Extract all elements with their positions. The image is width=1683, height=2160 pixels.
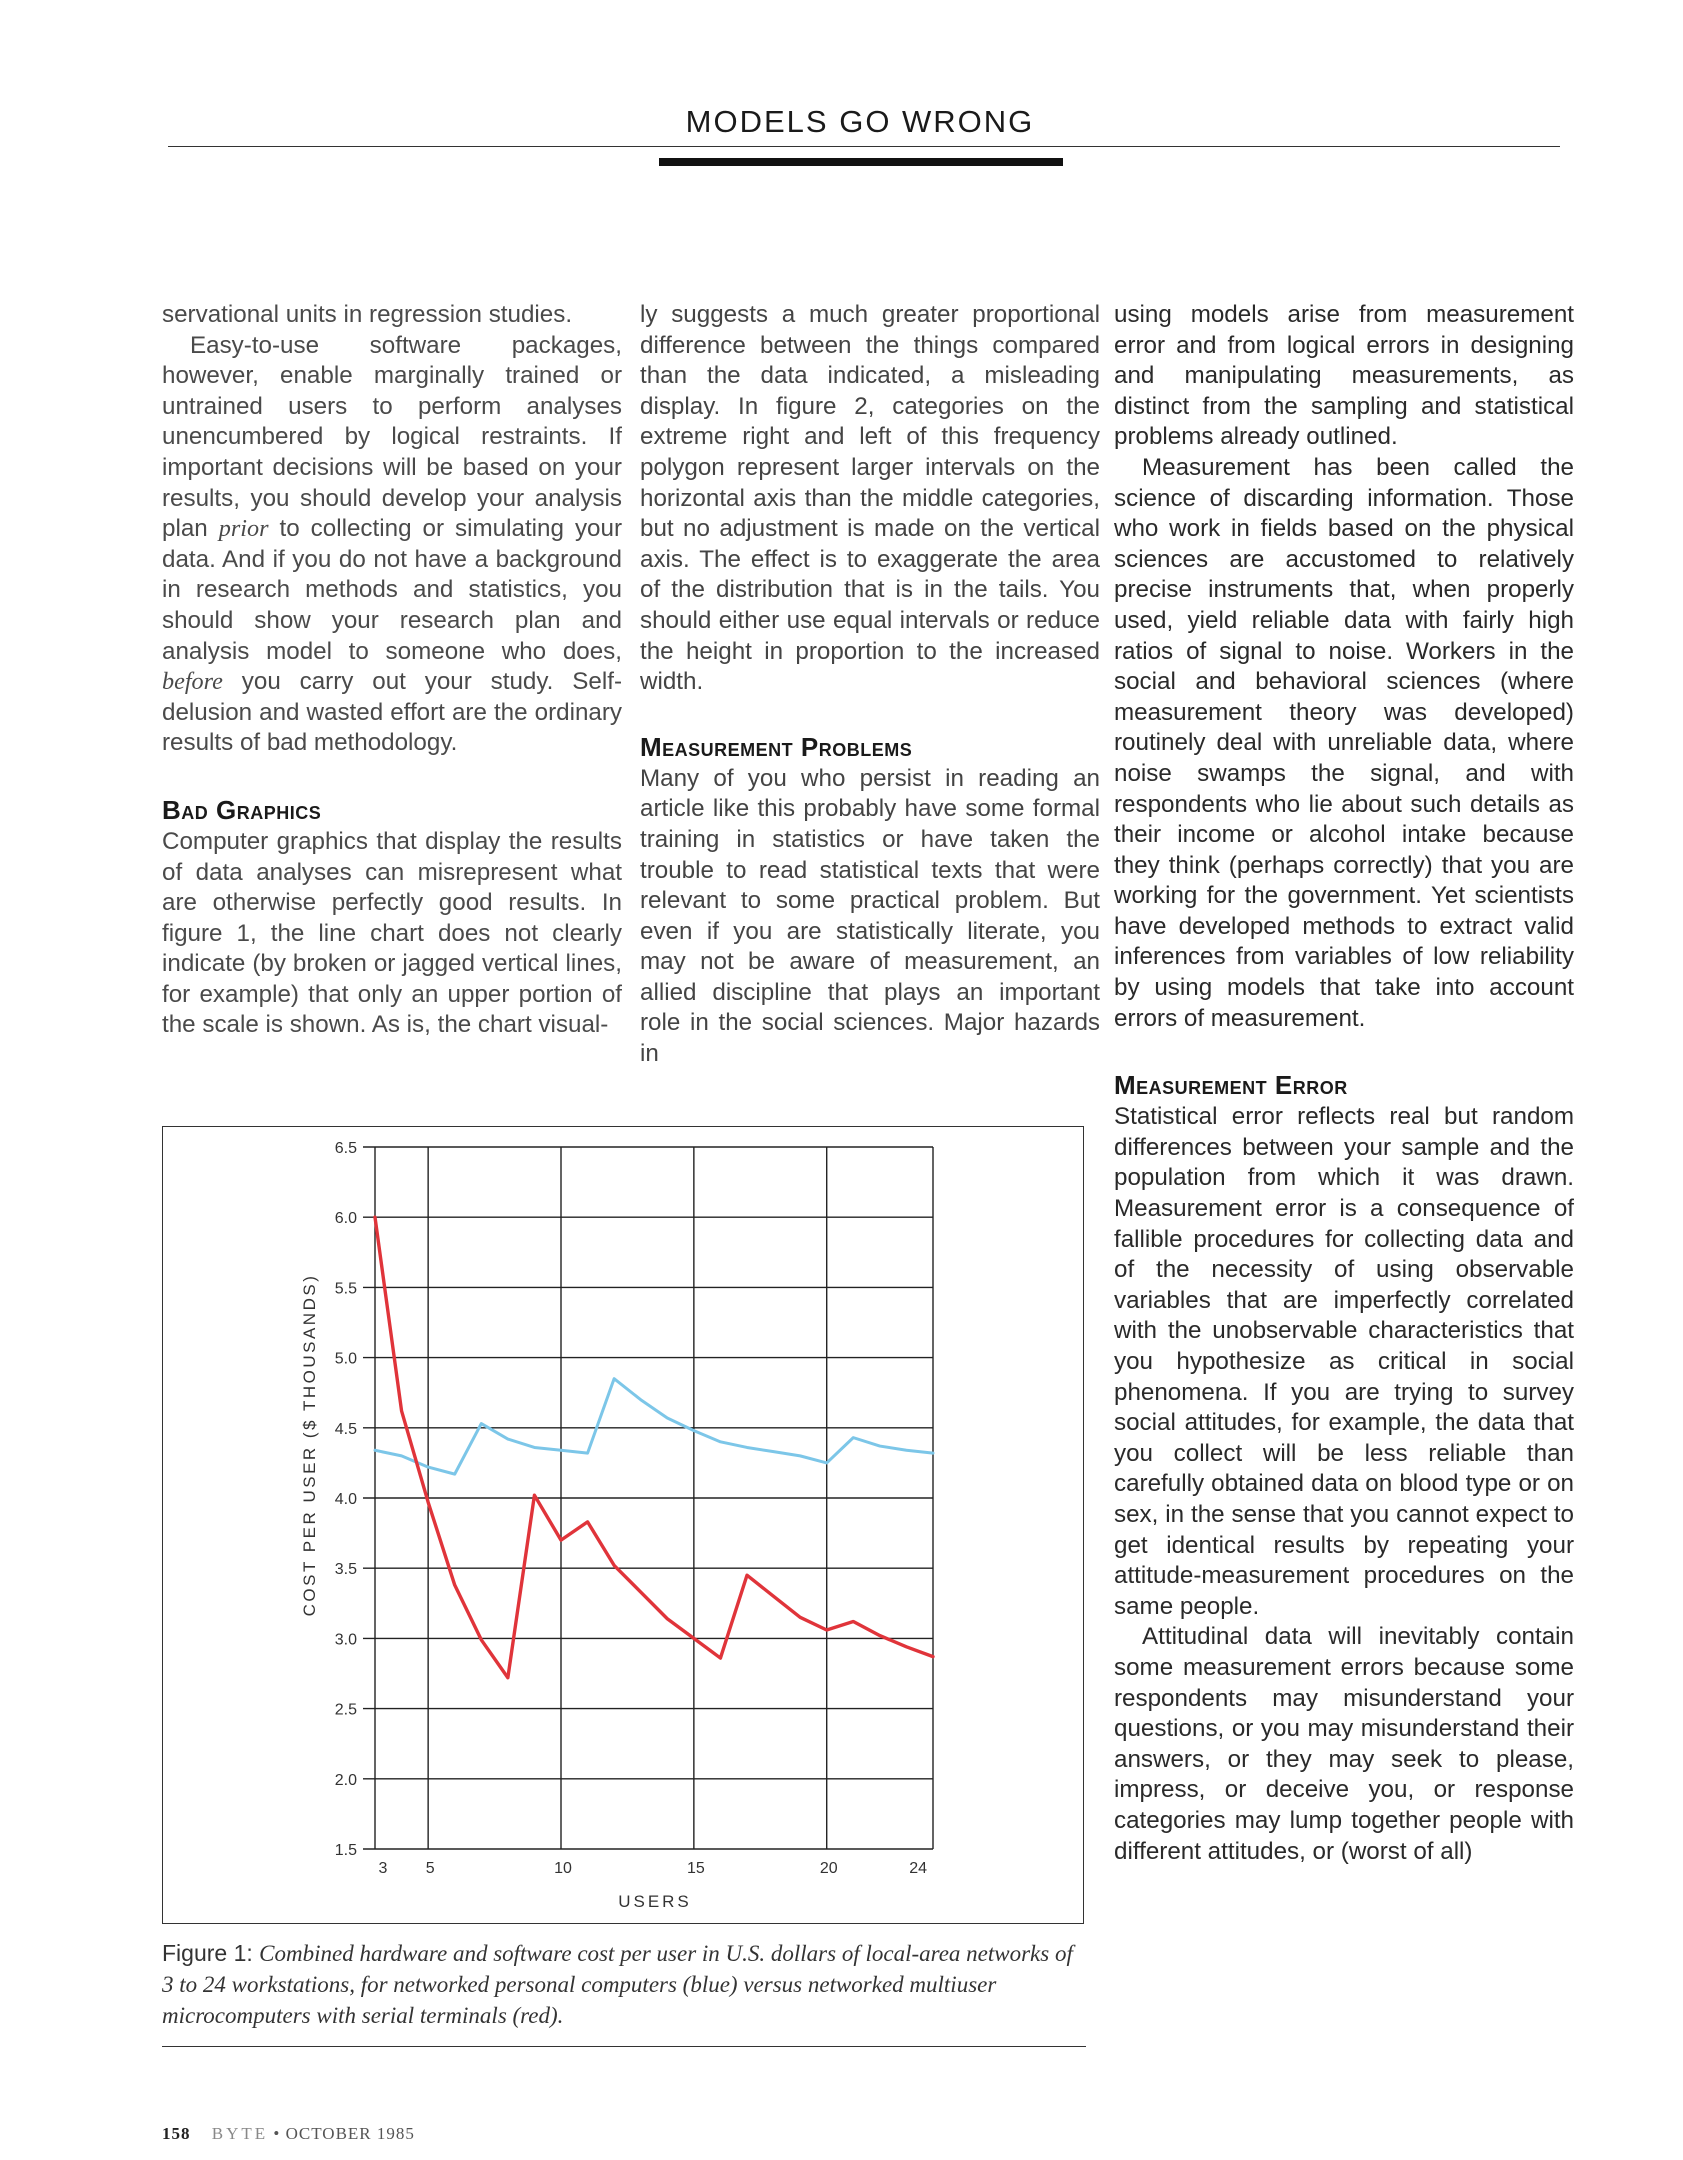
heading-bad-graphics: Bad Graphics [162, 794, 322, 825]
col1-p2-text-a: Easy-to-use software packages, however, enable marginally trained or untrained users to perform analyses unencumbered by logical restraints. If important decisions will be based on your results, you should develop your analysis plan [162, 331, 622, 543]
column-1 [162, 300, 622, 1041]
col1-p2-emphasis-prior: prior [218, 515, 269, 543]
y-tick-label: 4.5 [334, 1420, 357, 1438]
col3-paragraph-3: Statistical error reflects real but random differences between your sample and the population from which it was drawn. Measurement error is a consequence of fallible procedures for collecting data and of the necessity of using observable variables that are imperfectly correlated with the unobservable characteristics that you hypothesize as critical in social phenomena. If you are trying to survey social attitudes, for example, the data that you collect will be less reliable than carefully obtained data on blood type or on sex, in the sense that you cannot expect to get identical results by repeating your attitude-measurement procedures on the same people. [1114, 1103, 1574, 1620]
magazine-name: BYTE [211, 2124, 269, 2143]
heading-measurement-problems: Measurement Problems [640, 731, 913, 762]
series-line-blue [375, 1379, 933, 1474]
col1-p2-emphasis-before: before [162, 668, 223, 696]
x-tick-label: 20 [819, 1860, 838, 1877]
col3-paragraph-1: using models arise from measurement error and from logical errors in designing and manipulating measurements, as distinct from the sampling and statistical problems already outlined. [1114, 301, 1574, 451]
page-number: 158 [162, 2124, 191, 2143]
caption-rule [162, 2046, 1086, 2047]
col2-paragraph-1: ly suggests a much greater proportional difference between the things compared than the data indicated, a misleading display. In figure 2, categories on the extreme right and left of this frequency polygon represent larger intervals on the horizontal axis than the middle categories, but no adjustment is made on the vertical axis. The effect is to exaggerate the area of the distribution that is in the tails. You should either use equal intervals or reduce the height in proportion to the increased width. [640, 301, 1100, 696]
x-tick-labels [379, 1860, 928, 1877]
heading-measurement-error: Measurement Error [1114, 1070, 1348, 1101]
y-tick-label: 5.5 [334, 1280, 357, 1298]
x-tick-label: 15 [686, 1860, 705, 1877]
col2-paragraph-2: Many of you who persist in reading an article like this probably have some formal training in statistics or have taken the trouble to read statistical texts that were relevant to some practical problem. But even if you are statistically literate, you may not be aware of measurement, an allied discipline that plays an important role in the social sciences. Major hazards in [640, 764, 1100, 1068]
y-tick-label: 3.0 [334, 1631, 357, 1649]
col1-paragraph-3: Computer graphics that display the results of data analyses can misrepresent what are otherwise perfectly good results. In figure 1, the line chart does not clearly indicate (by broken or jagged vertical lines, for example) that only an upper portion of the scale is shown. As is, the chart visual- [162, 827, 622, 1039]
x-tick-label: 3 [378, 1860, 388, 1877]
chart-grid [363, 1147, 933, 1849]
chart-series [375, 1217, 933, 1678]
line-chart [163, 1127, 1083, 1923]
y-tick-label: 6.5 [334, 1140, 357, 1157]
caption-text: Combined hardware and software cost per user in U.S. dollars of local-area networks of 3 to 24 workstations, for networked personal computers (blue) versus networked multiuser microcomputers with serial terminals (red). [162, 1941, 1073, 2028]
x-axis-label: USERS [618, 1892, 692, 1911]
x-tick-label: 24 [909, 1860, 927, 1877]
issue-date: OCTOBER 1985 [285, 2124, 415, 2143]
running-head: MODELS GO WRONG [685, 104, 1035, 139]
col3-paragraph-4: Attitudinal data will inevitably contain some measurement errors because some respondents may misunderstand your questions, or you may misunderstand their answers, or they may seek to please, impress, or deceive you, or response categories may lump together people with different attitudes, or (worst of all) [1114, 1623, 1574, 1865]
column-2 [640, 300, 1100, 1070]
figure-caption [162, 1938, 1082, 2031]
page-footer [162, 2124, 415, 2144]
y-tick-label: 6.0 [334, 1210, 357, 1228]
x-tick-label: 5 [425, 1860, 435, 1877]
col1-paragraph-2 [162, 331, 622, 759]
y-axis-label: COST PER USER ($ THOUSANDS) [300, 1273, 319, 1617]
caption-label: Figure 1: [162, 1940, 260, 1966]
header-bar [659, 158, 1063, 166]
y-tick-labels [335, 1140, 357, 1859]
figure-1 [162, 1126, 1084, 1924]
footer-separator: • [273, 2124, 281, 2143]
y-tick-label: 2.0 [334, 1771, 357, 1789]
y-tick-label: 4.0 [334, 1491, 357, 1508]
y-tick-label: 5.0 [334, 1350, 357, 1368]
y-tick-label: 1.5 [334, 1842, 357, 1859]
col1-paragraph-1: servational units in regression studies. [162, 301, 573, 328]
col1-p2-text-b: to collecting or simulating your data. And if you do not have a background in research methods and statistics, you should show your research plan and analysis model to someone who does, [162, 515, 623, 665]
col1-p2-text-c: you carry out your study. Self-delusion and wasted effort are the ordinary results of bad methodology. [162, 668, 622, 757]
header-rule [168, 146, 1560, 147]
column-3 [1114, 300, 1574, 1867]
series-line-red [375, 1217, 933, 1678]
x-tick-label: 10 [554, 1860, 572, 1877]
y-tick-label: 2.5 [334, 1701, 357, 1719]
col3-paragraph-2: Measurement has been called the science of discarding information. Those who work in fields based on the physical sciences are accustomed to relatively precise instruments that, when properly used, yield reliable data with fairly high ratios of signal to noise. Workers in the social and behavioral sciences (where measurement theory was developed) routinely deal with unreliable data, where noise swamps the signal, and with respondents who lie about such details as their income or alcohol intake because they think (perhaps correctly) that you are working for the government. Yet scientists have developed methods to extract valid inferences from variables of low reliability by using models that take into account errors of measurement. [1114, 453, 1574, 1032]
y-tick-label: 3.5 [334, 1561, 357, 1579]
